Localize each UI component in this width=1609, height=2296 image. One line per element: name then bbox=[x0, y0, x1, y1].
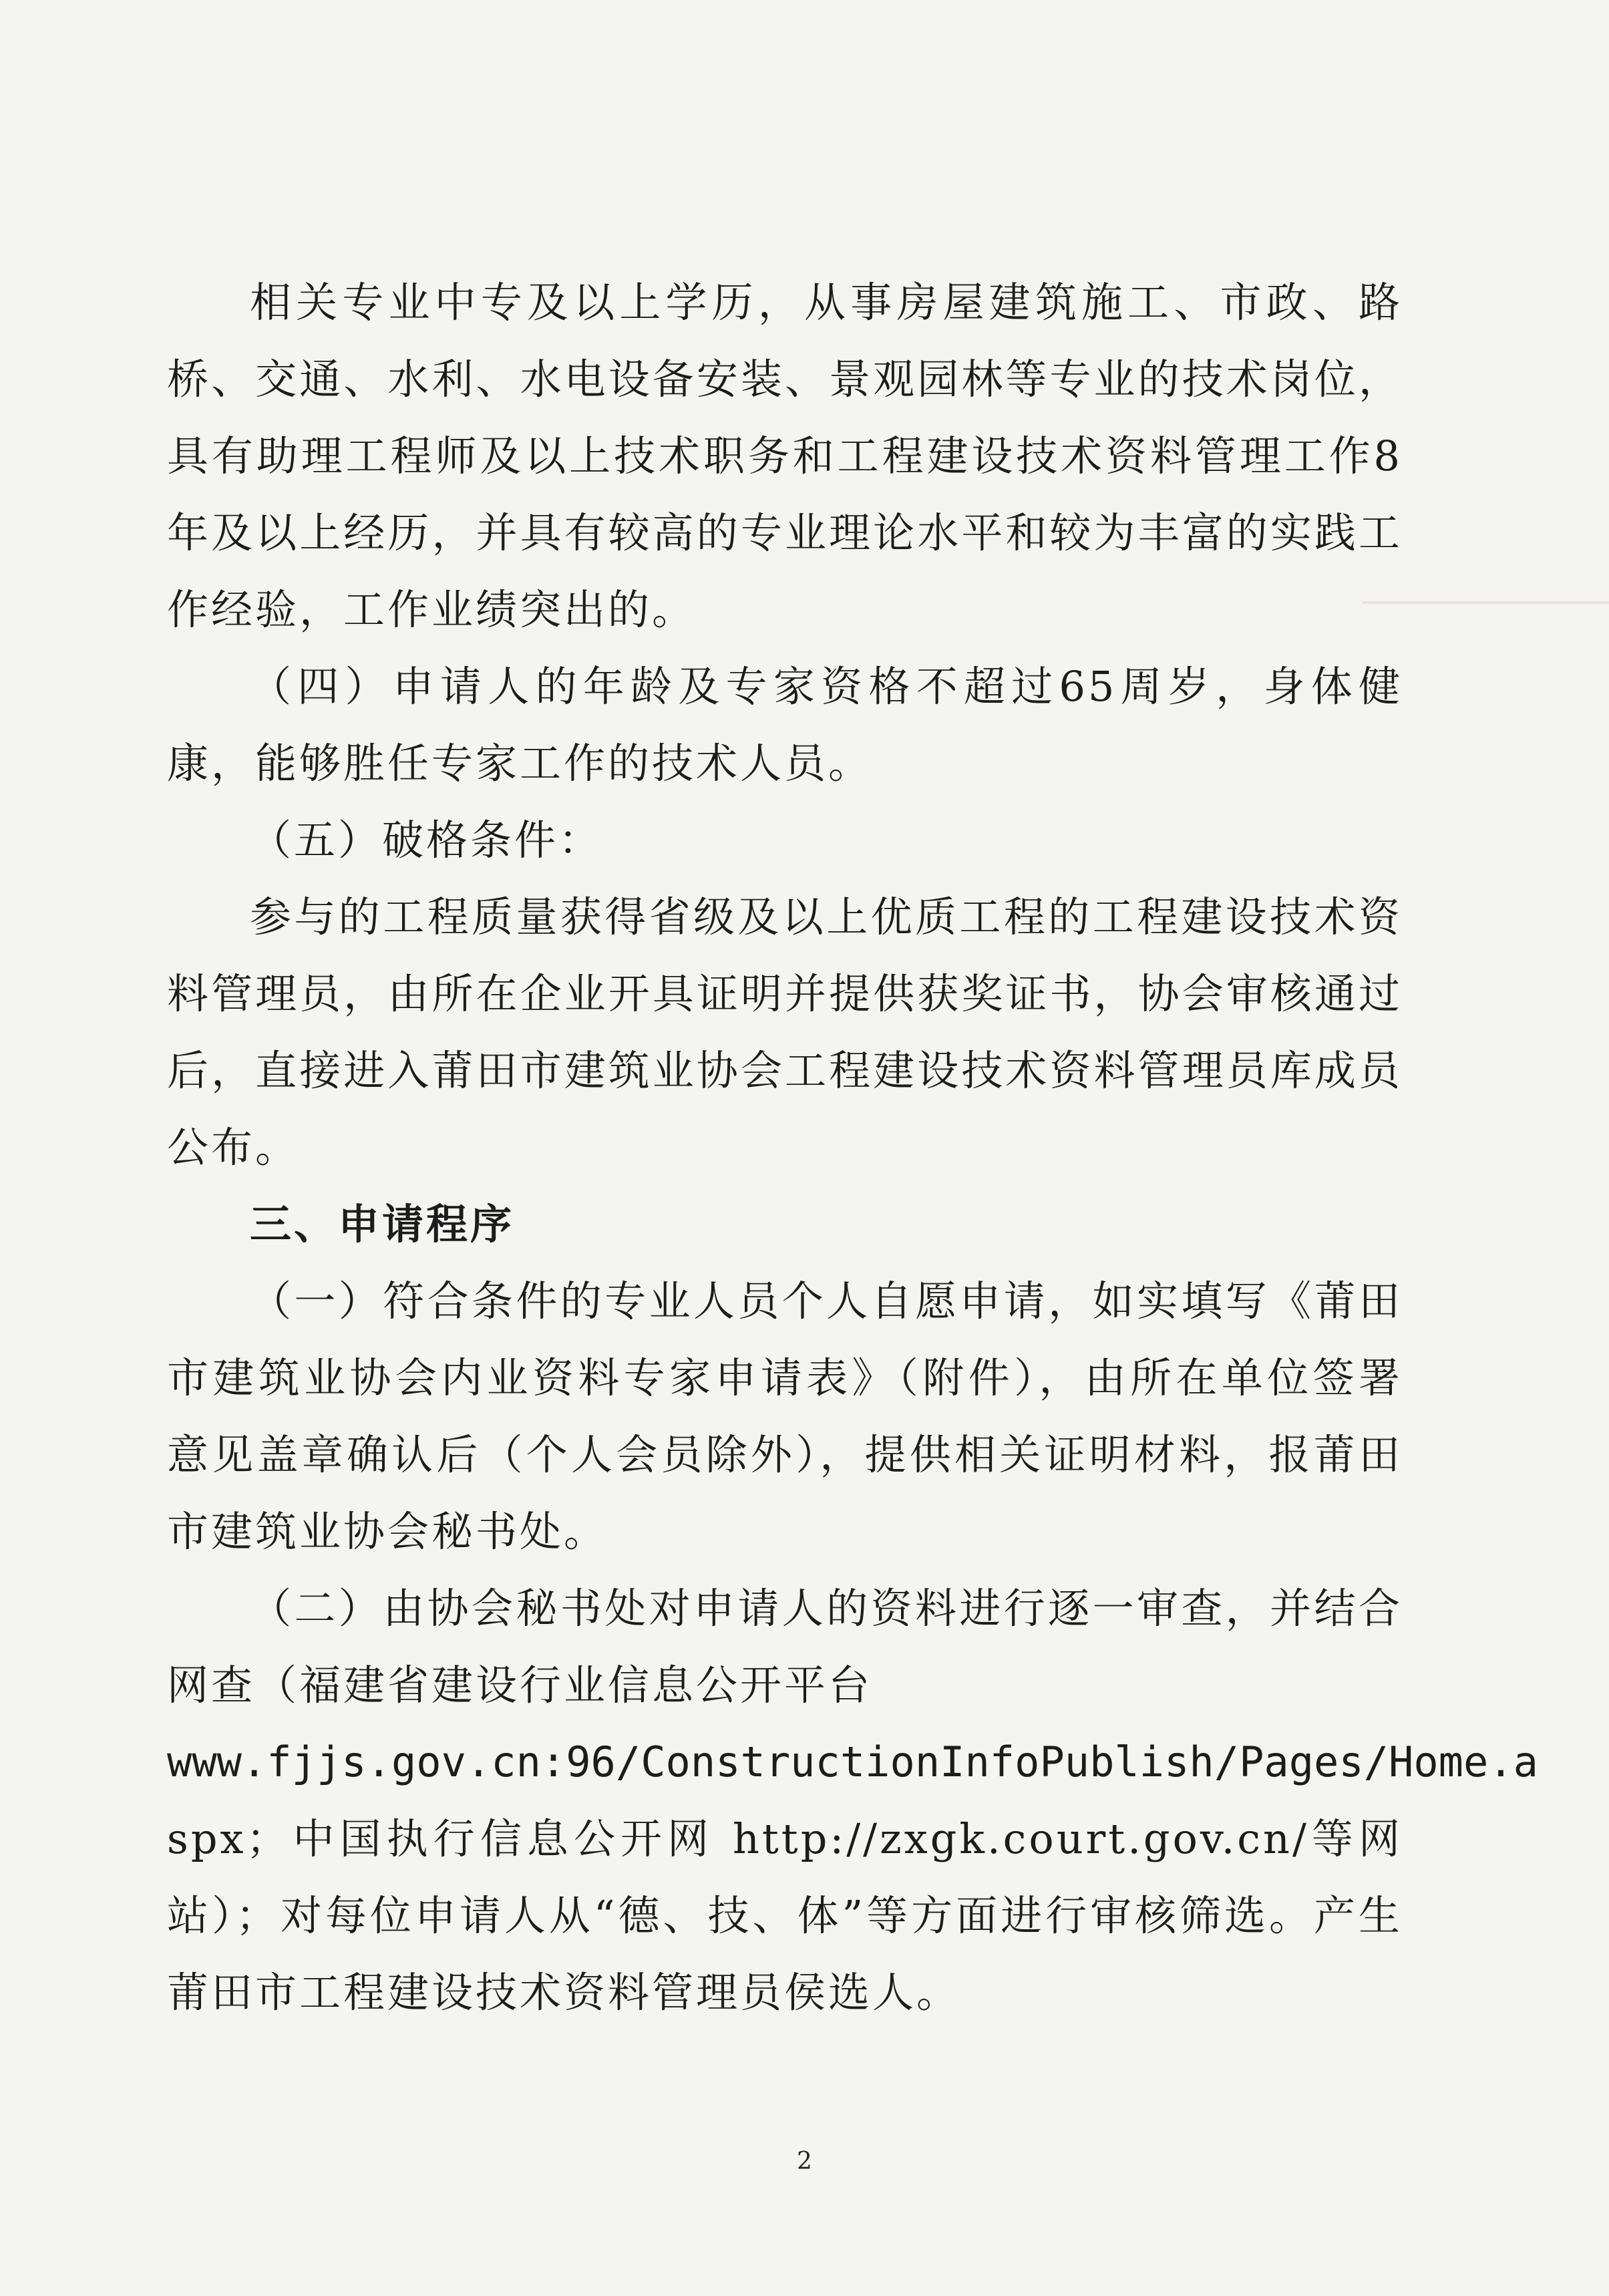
paragraph-exception-detail: 参与的工程质量获得省级及以上优质工程的工程建设技术资料管理员，由所在企业开具证明并提供获奖证书，协会审核通过后，直接进入莆田市建筑业协会工程建设技术资料管理员库成员公布。 bbox=[167, 892, 1403, 1172]
paragraph-age-condition: （四）申请人的年龄及专家资格不超过65周岁，身体健康，能够胜任专家工作的技术人员。 bbox=[167, 662, 1403, 788]
paragraph-exception-title: （五）破格条件： bbox=[250, 816, 603, 864]
paragraph-qualification-continued: 相关专业中专及以上学历，从事房屋建筑施工、市政、路桥、交通、水利、水电设备安装、景观园林等专业的技术岗位，具有助理工程师及以上技术职务和工程建设技术资料管理工作8年及以上经历，并具有较高的专业理论水平和较为丰富的实践工作经验，工作业绩突出的。 bbox=[167, 278, 1403, 634]
paragraph-url-line: www.fjjs.gov.cn:96/ConstructionInfoPublish/Pages/Home.a bbox=[167, 1738, 1538, 1786]
section-heading-application-procedure: 三、申请程序 bbox=[250, 1200, 515, 1249]
paragraph-procedure-step-one: （一）符合条件的专业人员个人自愿申请，如实填写《莆田市建筑业协会内业资料专家申请表》（附件），由所在单位签署意见盖章确认后（个人会员除外），提供相关证明材料，报莆田市建筑业协会秘书处。 bbox=[167, 1277, 1403, 1556]
document-body bbox=[167, 264, 1538, 2031]
paragraph-procedure-step-two: （二）由协会秘书处对申请人的资料进行逐一审查，并结合网查（福建省建设行业信息公开平台 bbox=[167, 1584, 1403, 1709]
paragraph-procedure-step-two-continued: spx；中国执行信息公开网 http://zxgk.court.gov.cn/等网站）；对每位申请人从“德、技、体”等方面进行审核筛选。产生莆田市工程建设技术资料管理员侯选人。 bbox=[167, 1814, 1403, 2017]
page-number: 2 bbox=[797, 2148, 812, 2175]
